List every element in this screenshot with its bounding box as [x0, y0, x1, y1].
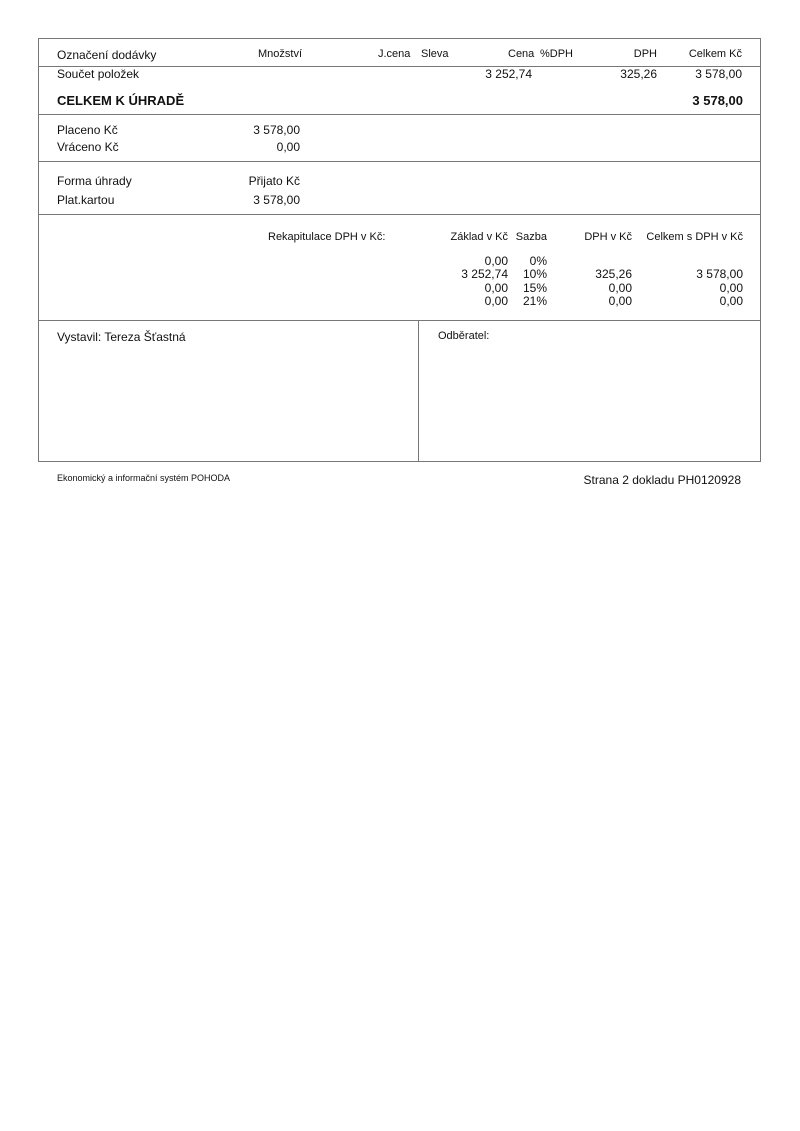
paid-value: 3 578,00 — [253, 123, 300, 137]
vat-recap-rate-header: Sazba — [515, 231, 547, 243]
vat-rate: 10% — [522, 267, 547, 281]
vat-recap-base-header: Základ v Kč — [450, 231, 508, 243]
payment-method-value: Plat.kartou — [57, 193, 115, 207]
col-price-header: Cena — [508, 48, 535, 60]
vat-rate: 15% — [522, 281, 547, 295]
vat-base: 0,00 — [484, 254, 508, 268]
vat-base: 3 252,74 — [461, 267, 508, 281]
sum-vat: 325,26 — [620, 67, 657, 81]
vat-recap-title: Rekapitulace DPH v Kč: — [268, 231, 386, 243]
vat-base: 0,00 — [484, 281, 508, 295]
vat-total: 0,00 — [719, 294, 743, 308]
vat-base: 0,00 — [484, 294, 508, 308]
received-label: Přijato Kč — [248, 174, 300, 188]
sum-label: Součet položek — [57, 67, 140, 81]
paid-divider — [38, 161, 761, 162]
vat-amount: 325,26 — [595, 267, 632, 281]
payment-divider — [38, 214, 761, 215]
footer-page: Strana 2 dokladu PH0120928 — [583, 473, 741, 487]
signature-divider — [418, 320, 419, 462]
col-vat-header: DPH — [633, 48, 657, 60]
vat-amount: 0,00 — [608, 281, 632, 295]
returned-label: Vráceno Kč — [57, 140, 119, 154]
grand-total-value: 3 578,00 — [692, 93, 743, 108]
col-vat-pct-header: %DPH — [540, 48, 574, 60]
vat-recap-total-header: Celkem s DPH v Kč — [646, 231, 743, 243]
vat-total: 3 578,00 — [696, 267, 743, 281]
sum-price: 3 252,74 — [485, 67, 532, 81]
col-qty-header: Množství — [258, 48, 303, 60]
vat-amount: 0,00 — [608, 294, 632, 308]
vat-rate: 0% — [529, 254, 547, 268]
returned-value: 0,00 — [276, 140, 300, 154]
grand-total-label: CELKEM K ÚHRADĚ — [57, 93, 185, 108]
sum-total: 3 578,00 — [695, 67, 742, 81]
paid-label: Placeno Kč — [57, 123, 118, 137]
vat-total: 0,00 — [719, 281, 743, 295]
recap-divider — [38, 320, 761, 321]
col-total-header: Celkem Kč — [688, 48, 742, 60]
col-discount-header: Sleva — [421, 48, 449, 60]
col-unit-price-header: J.cena — [378, 48, 411, 60]
payment-method-label: Forma úhrady — [57, 174, 132, 188]
total-divider — [38, 114, 761, 115]
col-item-header: Označení dodávky — [57, 48, 157, 62]
issuer-label: Vystavil: Tereza Šťastná — [57, 330, 186, 344]
footer-system: Ekonomický a informační systém POHODA — [57, 473, 231, 483]
customer-label: Odběratel: — [438, 330, 490, 342]
vat-rate: 21% — [522, 294, 547, 308]
received-value: 3 578,00 — [253, 193, 300, 207]
vat-recap-vat-header: DPH v Kč — [584, 231, 632, 243]
